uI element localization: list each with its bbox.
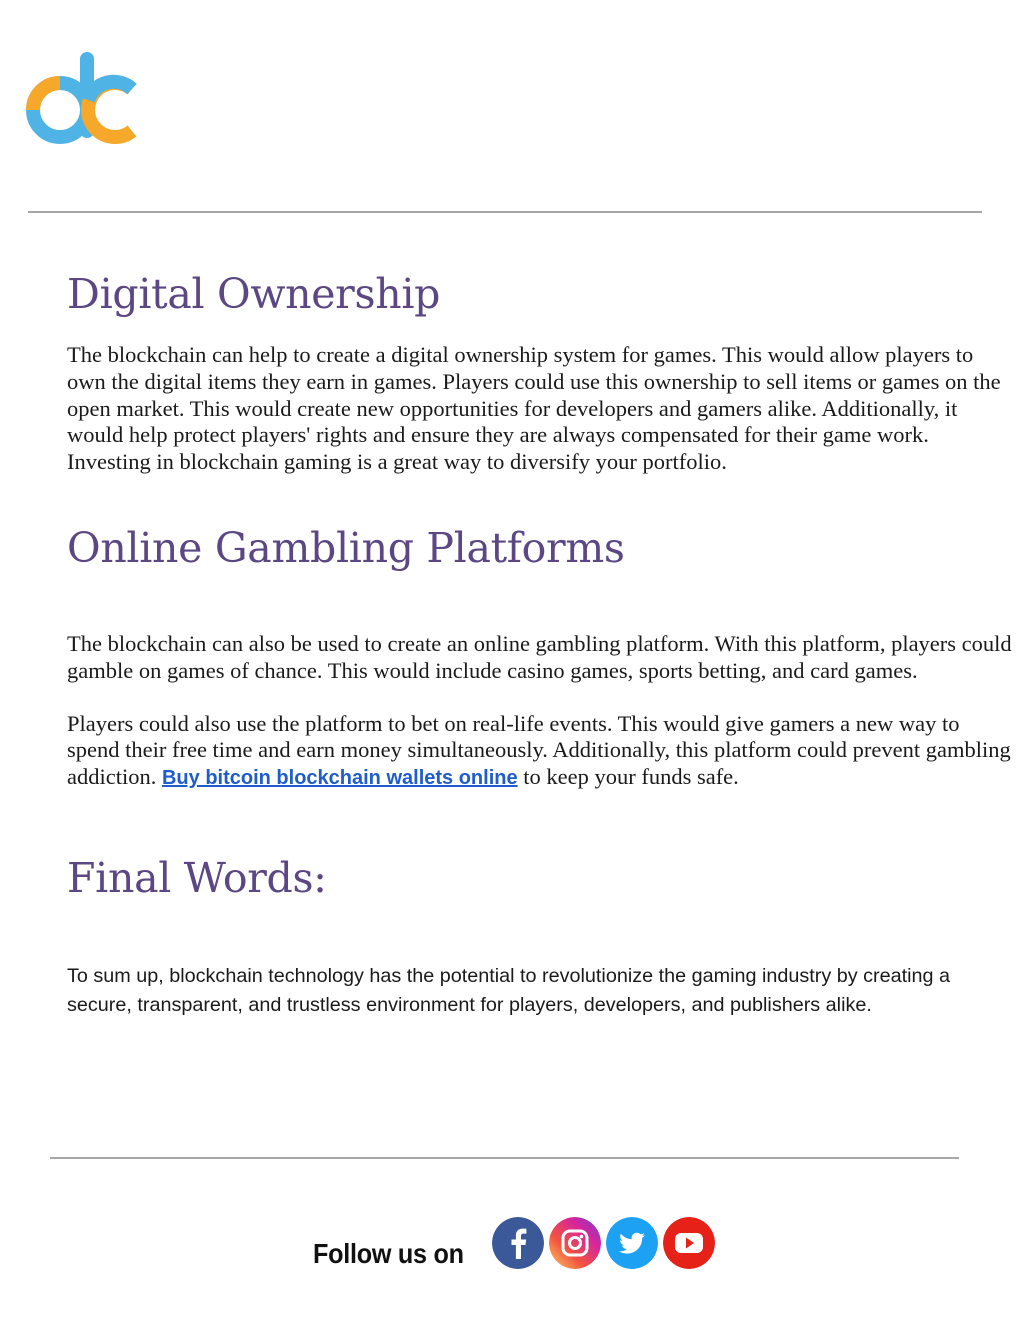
section-paragraph: The blockchain can also be used to create an online gambling platform. With this platform, players could gamble on games of chance. This would include casino games, sports betting, and card games.	[67, 630, 1012, 683]
dc-logo-icon	[22, 52, 138, 144]
buy-bitcoin-wallets-link[interactable]: Buy bitcoin blockchain wallets online	[161, 767, 518, 790]
bottom-divider	[50, 1157, 959, 1159]
follow-us-label: Follow us on	[313, 1238, 464, 1269]
paragraph-text: to keep your funds safe.	[517, 764, 739, 790]
twitter-icon[interactable]	[606, 1217, 658, 1269]
section-paragraph: To sum up, blockchain technology has the potential to revolutionize the gaming industry by creating a secure, transparent, and trustless environment for players, developers, and publishers alike.	[67, 964, 950, 1016]
section-paragraph-with-link	[67, 711, 1012, 792]
youtube-icon[interactable]	[663, 1217, 715, 1269]
facebook-icon[interactable]	[492, 1217, 544, 1269]
brand-logo	[22, 52, 138, 144]
instagram-icon[interactable]	[549, 1217, 601, 1269]
article-content	[67, 266, 1012, 1020]
top-divider	[28, 211, 982, 213]
section-heading-digital-ownership: Digital Ownership	[67, 270, 441, 318]
section-paragraph: The blockchain can help to create a digital ownership system for games. This would allow players to own the digital items they earn in games. Players could use this ownership to sell items or games on the open market. This would create new opportunities for developers and gamers alike. Additionally, it would help protect players' rights and ensure they are always compensated for their game work. Investing in blockchain gaming is a great way to diversify your portfolio.	[67, 342, 1001, 475]
section-heading-final-words: Final Words:	[67, 853, 327, 902]
paragraph-text: Players could also use the platform to bet on real-life events. This would give gamers a new way to spend their free time and earn money simultaneously. Additionally, this platform could prevent gambling addiction.	[67, 710, 1011, 790]
section-heading-online-gambling: Online Gambling Platforms	[67, 523, 625, 572]
